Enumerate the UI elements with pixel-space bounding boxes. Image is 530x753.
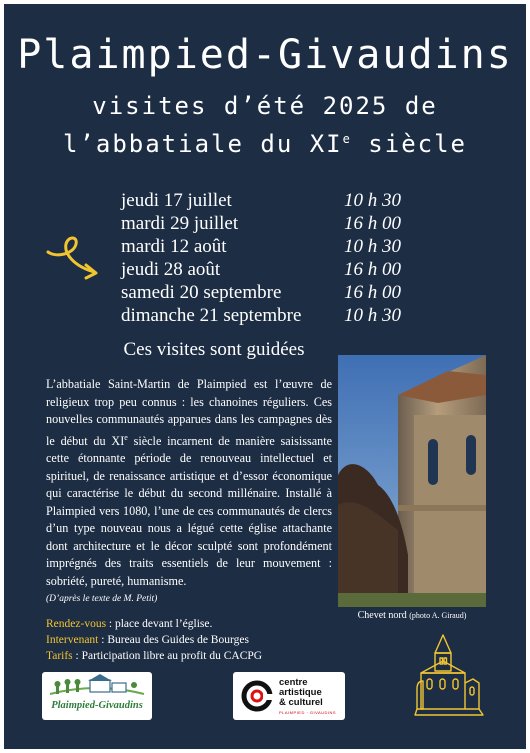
plaimpied-logo bbox=[42, 672, 152, 720]
description-source: (D’après le texte de M. Petit) bbox=[46, 594, 158, 604]
subtitle-line2-post: siècle bbox=[351, 130, 468, 158]
description-text bbox=[46, 376, 332, 590]
rendezvous-label: Rendez-vous bbox=[46, 618, 107, 630]
schedule-date: dimanche 21 septembre bbox=[121, 305, 302, 326]
schedule-row bbox=[121, 304, 401, 327]
schedule-row bbox=[121, 235, 401, 258]
photo-caption-title: Chevet nord bbox=[357, 610, 407, 621]
curly-arrow-icon bbox=[44, 232, 104, 284]
cacpg-line1: centre bbox=[279, 677, 308, 688]
schedule-row bbox=[121, 281, 401, 304]
subtitle-line2-sup: e bbox=[342, 132, 352, 146]
description-part2: siècle incarnent de manière saisissante cette étonnante période de renouveau intellectuel et spirituel, de renaissance artistique et d’essor économique qui caractérise le début du second millénaire. Installé à Plaimpied vers 1080, l’une de ces communautés de clercs d’un type nouveau nous a légué cette église attachante dont architecture et le décor sculpté sont profondément imprégnés des traits essentiels de leur mouvement : sobriété, pureté, humanisme. bbox=[46, 433, 332, 588]
photo-caption bbox=[338, 610, 486, 621]
price-value: : Participation libre au profit du CACPG bbox=[72, 650, 263, 662]
info-rendezvous bbox=[46, 618, 346, 630]
church-outline-icon bbox=[413, 631, 485, 719]
schedule-time: 10 h 30 bbox=[344, 305, 401, 326]
poster bbox=[4, 4, 526, 749]
schedule-date: mardi 29 juillet bbox=[121, 213, 239, 234]
cacpg-line3: & culturel bbox=[279, 697, 323, 708]
subtitle-line2 bbox=[4, 130, 526, 158]
schedule-row bbox=[121, 258, 401, 281]
abbey-photo bbox=[338, 355, 486, 607]
speaker-value: : Bureau des Guides de Bourges bbox=[98, 634, 249, 646]
cacpg-logo bbox=[233, 672, 345, 720]
schedule-date: jeudi 28 août bbox=[121, 259, 221, 280]
village-logo-icon bbox=[42, 672, 152, 702]
cacpg-logo-icon bbox=[239, 678, 275, 714]
subtitle-line1: visites d’été 2025 de bbox=[92, 92, 438, 120]
info-price bbox=[46, 650, 346, 662]
cacpg-line2: artistique bbox=[279, 687, 322, 698]
guided-heading: Ces visites sont guidées bbox=[123, 339, 305, 360]
schedule-time: 16 h 00 bbox=[344, 282, 401, 303]
description-sup: e bbox=[124, 432, 128, 442]
schedule-date: mardi 12 août bbox=[121, 236, 227, 257]
schedule-date: samedi 20 septembre bbox=[121, 282, 282, 303]
info-speaker bbox=[46, 634, 346, 646]
schedule-time: 10 h 30 bbox=[344, 190, 401, 211]
description-part1: L’abbatiale Saint-Martin de Plaimpied est l’œuvre de religieux trop peu connus : les chanoines réguliers. Ces nouvelles communautés apparues dans les campagnes dès le début du XI bbox=[46, 377, 332, 448]
schedule-time: 10 h 30 bbox=[344, 236, 401, 257]
speaker-label: Intervenant bbox=[46, 634, 99, 646]
cacpg-logo-text bbox=[279, 678, 323, 708]
photo-credit: (photo A. Giraud) bbox=[409, 611, 467, 620]
schedule-row bbox=[121, 212, 401, 235]
rendezvous-value: : place devant l’église. bbox=[106, 618, 213, 630]
schedule-list bbox=[121, 189, 401, 327]
subtitle-line2-pre: l’abbatiale du XI bbox=[62, 130, 343, 158]
schedule-time: 16 h 00 bbox=[344, 213, 401, 234]
price-label: Tarifs bbox=[46, 650, 73, 662]
schedule-date: jeudi 17 juillet bbox=[121, 190, 232, 211]
schedule-time: 16 h 00 bbox=[344, 259, 401, 280]
page-title: Plaimpied-Givaudins bbox=[17, 32, 513, 78]
schedule-row bbox=[121, 189, 401, 212]
plaimpied-logo-text: Plaimpied-Givaudins bbox=[51, 700, 143, 711]
cacpg-small-text: PLAIMPIED · GIVAUDINS bbox=[279, 710, 337, 715]
